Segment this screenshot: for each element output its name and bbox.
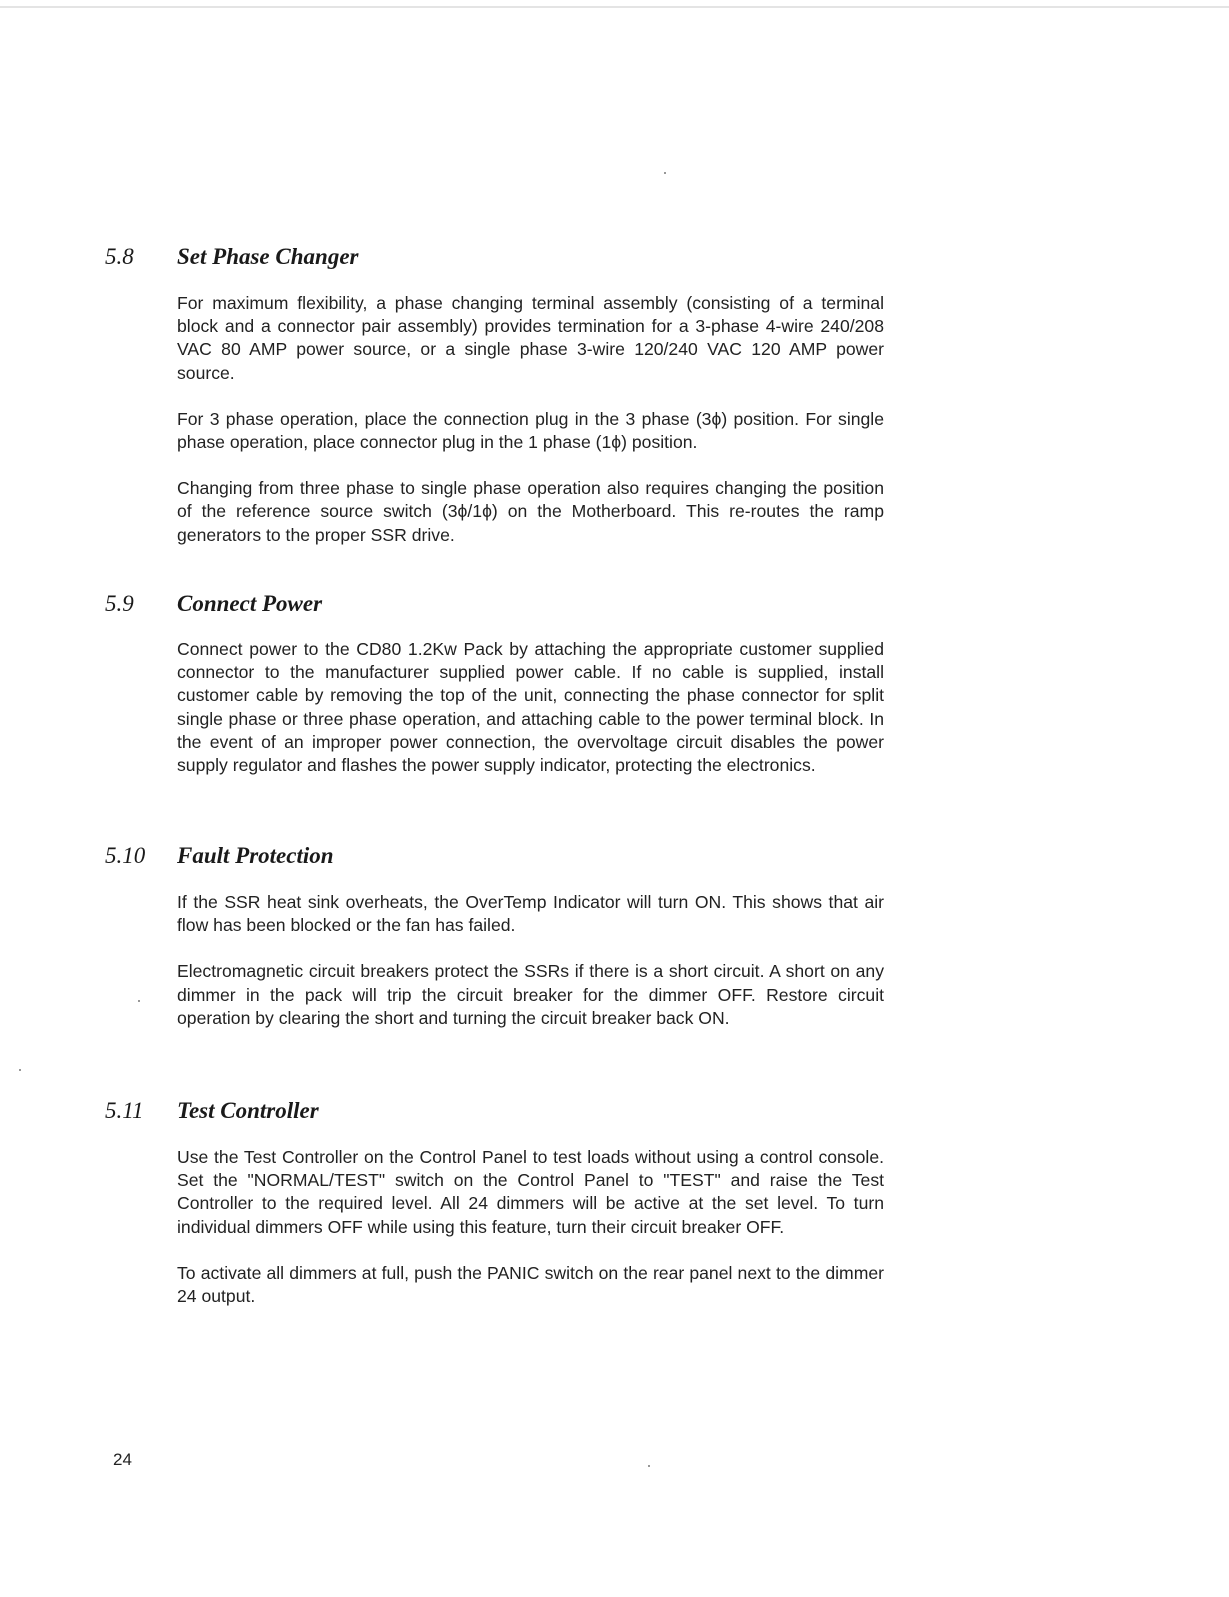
page-number: 24 (113, 1450, 132, 1469)
paragraph: For maximum flexibility, a phase changing terminal assembly (consisting of a terminal block and a connector pair assembly) provides termination for a 3-phase 4-wire 240/208 VAC 80 AMP power source, or a single phase 3-wire 120/240 VAC 120 AMP power source. (177, 293, 884, 383)
section-number: 5.11 (105, 1098, 144, 1123)
scan-edge-line (0, 6, 1229, 8)
section-title: Fault Protection (177, 843, 334, 868)
section-number: 5.10 (105, 843, 146, 868)
paragraph: Electromagnetic circuit breakers protect the SSRs if there is a short circuit. A short on any dimmer in the pack will trip the circuit breaker for the dimmer OFF. Restore circuit operation by clearing the short and turning the circuit breaker back ON. (177, 961, 884, 1028)
scan-speck (648, 1465, 650, 1467)
paragraph: Use the Test Controller on the Control Panel to test loads without using a control console. Set the "NORMAL/TEST" switch on the Control Panel to "TEST" and raise the Test Controller to the required level. All 24 dimmers will be active at the set level. To turn individual dimmers OFF while using this feature, turn their circuit breaker OFF. (177, 1147, 884, 1237)
section-5-10-body (177, 891, 884, 1030)
paragraph: To activate all dimmers at full, push the PANIC switch on the rear panel next to the dimmer 24 output. (177, 1262, 884, 1307)
paragraph: If the SSR heat sink overheats, the OverTemp Indicator will turn ON. This shows that air flow has been blocked or the fan has failed. (177, 892, 884, 936)
section-5-8-body (177, 292, 884, 547)
paragraph: Changing from three phase to single phase operation also requires changing the position of the reference source switch (3ϕ/1ϕ) on the Motherboard. This re-routes the ramp generators to the proper SSR drive. (177, 478, 884, 545)
section-number: 5.8 (105, 244, 134, 269)
section-title: Set Phase Changer (177, 244, 359, 269)
section-title: Connect Power (177, 591, 323, 616)
scan-speck (19, 1069, 21, 1071)
scan-speck (664, 172, 666, 174)
section-5-11-body (177, 1146, 884, 1308)
section-title: Test Controller (177, 1098, 319, 1123)
section-number: 5.9 (105, 591, 134, 616)
section-5-9-body (177, 638, 884, 777)
paragraph: Connect power to the CD80 1.2Kw Pack by attaching the appropriate customer supplied connector to the manufacturer supplied power cable. If no cable is supplied, install customer cable by removing the top of the unit, connecting the phase connector for split single phase or three phase operation, and attaching cable to the power terminal block. In the event of an improper power connection, the overvoltage circuit disables the power supply regulator and flashes the power supply indicator, protecting the electronics. (177, 639, 884, 776)
scan-speck (138, 1000, 140, 1002)
paragraph: For 3 phase operation, place the connection plug in the 3 phase (3ϕ) position. For single phase operation, place connector plug in the 1 phase (1ϕ) position. (177, 408, 884, 453)
